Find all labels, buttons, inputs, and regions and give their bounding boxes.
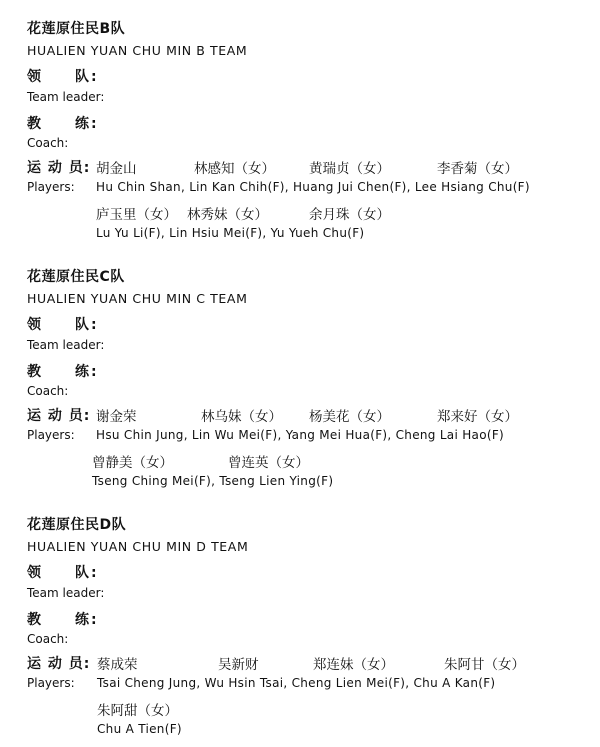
team-title-zh: 花莲原住民D队: [27, 517, 127, 533]
players-label-zh: 运 动 员:: [27, 408, 91, 424]
player-name-zh: 胡金山: [96, 161, 137, 177]
player-name-zh: 林秀妹（女）: [187, 207, 268, 223]
coach-label-en: Coach:: [27, 136, 69, 150]
player-name-zh: 谢金荣: [96, 409, 137, 425]
player-names-en: Hsu Chin Jung, Lin Wu Mei(F), Yang Mei Hua(F), Cheng Lai Hao(F): [96, 428, 504, 442]
player-names-en: Lu Yu Li(F), Lin Hsiu Mei(F), Yu Yueh Chu(F): [96, 226, 365, 240]
team-title-zh: 花莲原住民B队: [27, 21, 126, 37]
player-name-zh: 余月珠（女）: [309, 207, 390, 223]
leader-label-en: Team leader:: [27, 90, 105, 104]
team-title-en: HUALIEN YUAN CHU MIN D TEAM: [27, 539, 249, 554]
leader-label-en: Team leader:: [27, 338, 105, 352]
leader-label-zh: 领 队:: [27, 565, 99, 581]
team-title-en: HUALIEN YUAN CHU MIN B TEAM: [27, 43, 248, 58]
leader-label-en: Team leader:: [27, 586, 105, 600]
coach-label-zh: 教 练:: [27, 364, 99, 380]
coach-label-en: Coach:: [27, 632, 69, 646]
coach-label-en: Coach:: [27, 384, 69, 398]
player-name-zh: 林感知（女）: [194, 161, 275, 177]
player-name-zh: 朱阿甘（女）: [444, 657, 525, 673]
players-label-zh: 运 动 员:: [27, 160, 91, 176]
leader-label-zh: 领 队:: [27, 69, 99, 85]
player-names-en: Hu Chin Shan, Lin Kan Chih(F), Huang Jui Chen(F), Lee Hsiang Chu(F): [96, 180, 530, 194]
coach-label-zh: 教 练:: [27, 116, 99, 132]
player-name-zh: 李香菊（女）: [437, 161, 518, 177]
players-label-en: Players:: [27, 428, 75, 442]
player-name-zh: 蔡成荣: [97, 657, 138, 673]
player-name-zh: 林乌妹（女）: [201, 409, 282, 425]
players-label-zh: 运 动 员:: [27, 656, 91, 672]
leader-label-zh: 领 队:: [27, 317, 99, 333]
team-title-en: HUALIEN YUAN CHU MIN C TEAM: [27, 291, 248, 306]
player-name-zh: 吴新财: [218, 657, 259, 673]
player-names-en: Tsai Cheng Jung, Wu Hsin Tsai, Cheng Lien Mei(F), Chu A Kan(F): [97, 676, 496, 690]
player-name-zh: 曾静美（女）: [92, 455, 173, 471]
player-name-zh: 黄瑞贞（女）: [309, 161, 390, 177]
player-name-zh: 郑来好（女）: [437, 409, 518, 425]
coach-label-zh: 教 练:: [27, 612, 99, 628]
player-name-zh: 杨美花（女）: [309, 409, 390, 425]
player-name-zh: 曾连英（女）: [228, 455, 309, 471]
players-label-en: Players:: [27, 676, 75, 690]
players-label-en: Players:: [27, 180, 75, 194]
team-title-zh: 花莲原住民C队: [27, 269, 125, 285]
player-names-en: Tseng Ching Mei(F), Tseng Lien Ying(F): [92, 474, 334, 488]
player-name-zh: 郑连妹（女）: [313, 657, 394, 673]
player-name-zh: 庐玉里（女）: [96, 207, 177, 223]
player-name-zh: 朱阿甜（女）: [97, 703, 178, 719]
player-names-en: Chu A Tien(F): [97, 722, 182, 736]
